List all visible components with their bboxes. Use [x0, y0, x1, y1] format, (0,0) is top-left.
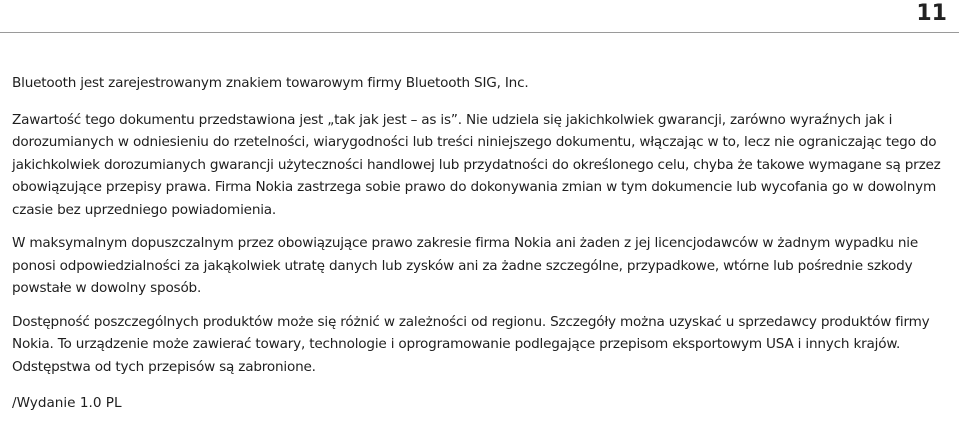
warranty-disclaimer: Zawartość tego dokumentu przedstawiona jest „tak jak jest – as is”. Nie udziela się jakichkolwiek gwarancji, zarówno wyraźnych jak i dorozumianych w odniesieniu do rzetelności, wiarygodności lub treści niniejszego dokumentu, włączając w to, lecz nie ograniczając tego do jakichkolwiek dorozumianych gwarancji użyteczności handlowej lub przydatności do określonego celu, chyba że takowe wymagane są przez obowiązujące przepisy prawa. Firma Nokia zastrzega sobie prawo do dokonywania zmian w tym dokumencie lub wycofania go w dowolnym czasie bez uprzedniego powiadomienia.: [12, 111, 941, 218]
liability-limitation: W maksymalnym dopuszczalnym przez obowiązujące prawo zakresie firma Nokia ani żaden z jej licencjodawców w żadnym wypadku nie ponosi odpowiedzialności za jakąkolwiek utratę danych lub zysków ani za żadne szczególne, przypadkowe, wtórne lub pośrednie szkody powstałe w dowolny sposób.: [12, 235, 919, 296]
document-body: [12, 72, 947, 414]
availability-export-notice: Dostępność poszczególnych produktów może się różnić w zależności od regionu. Szczegóły można uzyskać u sprzedawcy produktów firmy Nokia. To urządzenie może zawierać towary, technologie i oprogramowanie podlegające przepisom eksportowym USA i innych krajów. Odstępstwa od tych przepisów są zabronione.: [12, 313, 930, 375]
trademark-notice: Bluetooth jest zarejestrowanym znakiem towarowym firmy Bluetooth SIG, Inc.: [12, 75, 529, 91]
page-number: 11: [916, 1, 947, 26]
edition-label: /Wydanie 1.0 PL: [12, 395, 122, 411]
header-divider: [0, 32, 959, 33]
